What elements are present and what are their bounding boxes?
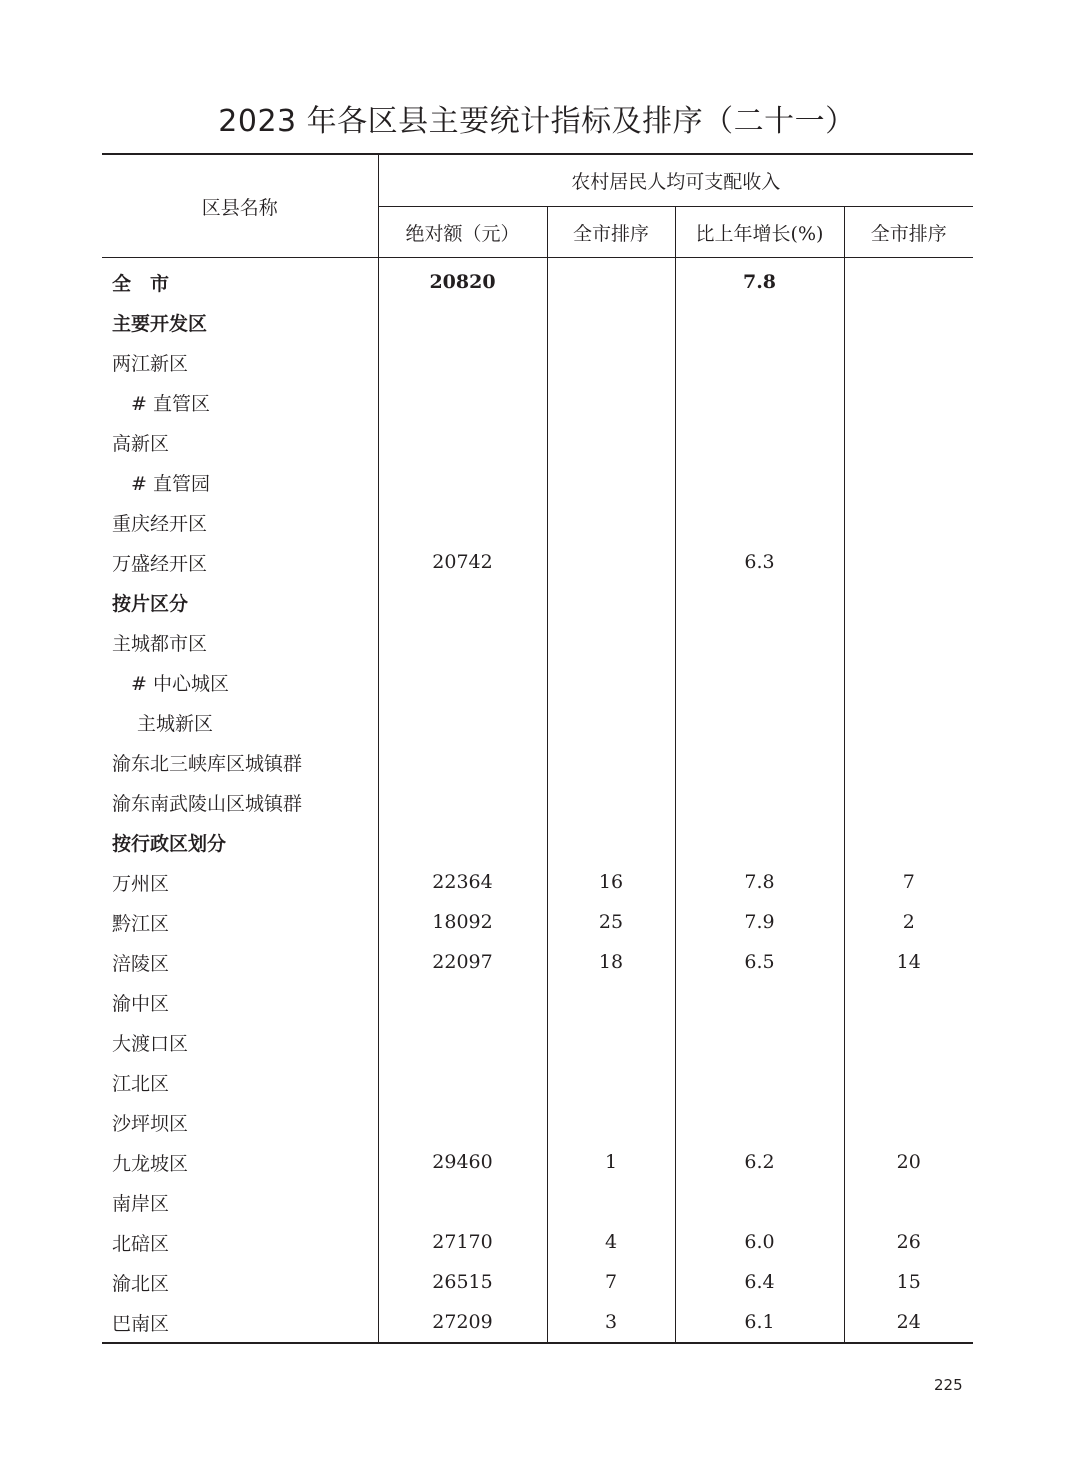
row-name: 大渡口区 bbox=[112, 1032, 189, 1055]
row-name: 北碚区 bbox=[112, 1232, 170, 1255]
row-growth-rank bbox=[844, 782, 973, 822]
row-amount bbox=[378, 382, 547, 422]
row-growth-rank bbox=[844, 982, 973, 1022]
row-amount-rank bbox=[547, 1022, 675, 1062]
row-growth-rank bbox=[844, 662, 973, 702]
row-amount-rank bbox=[547, 502, 675, 542]
row-growth: 7.9 bbox=[675, 902, 844, 942]
row-amount bbox=[378, 1022, 547, 1062]
row-growth: 6.1 bbox=[675, 1302, 844, 1343]
row-growth-rank bbox=[844, 622, 973, 662]
row-amount-rank bbox=[547, 622, 675, 662]
row-amount bbox=[378, 742, 547, 782]
row-name: # 直管园 bbox=[131, 472, 210, 495]
row-growth: 6.3 bbox=[675, 542, 844, 582]
row-growth bbox=[675, 302, 844, 342]
table-row bbox=[102, 1222, 973, 1262]
table-row bbox=[102, 422, 973, 462]
row-amount-rank: 4 bbox=[547, 1222, 675, 1262]
row-growth-rank: 26 bbox=[844, 1222, 973, 1262]
table-row bbox=[102, 582, 973, 622]
table-row bbox=[102, 902, 973, 942]
row-name: 重庆经开区 bbox=[112, 512, 208, 535]
row-amount-rank bbox=[547, 822, 675, 862]
row-name: 万州区 bbox=[112, 872, 170, 895]
row-amount: 20820 bbox=[378, 258, 547, 303]
row-amount bbox=[378, 302, 547, 342]
row-growth-rank: 2 bbox=[844, 902, 973, 942]
table-row bbox=[102, 502, 973, 542]
row-amount-rank: 16 bbox=[547, 862, 675, 902]
row-growth-rank bbox=[844, 302, 973, 342]
table-row bbox=[102, 982, 973, 1022]
statistics-table bbox=[102, 153, 973, 1344]
row-amount bbox=[378, 462, 547, 502]
row-growth bbox=[675, 1022, 844, 1062]
row-amount-rank bbox=[547, 302, 675, 342]
header-growth-rank: 全市排序 bbox=[844, 207, 973, 258]
row-amount bbox=[378, 582, 547, 622]
header-group-rural-income: 农村居民人均可支配收入 bbox=[378, 154, 973, 207]
table-row bbox=[102, 1262, 973, 1302]
table-row bbox=[102, 742, 973, 782]
table-row bbox=[102, 662, 973, 702]
row-name: 主城新区 bbox=[137, 712, 214, 735]
row-growth bbox=[675, 422, 844, 462]
page-number: 225 bbox=[934, 1376, 963, 1394]
row-name: 主要开发区 bbox=[112, 312, 208, 335]
row-name: 南岸区 bbox=[112, 1192, 170, 1215]
row-growth: 6.5 bbox=[675, 942, 844, 982]
row-amount bbox=[378, 782, 547, 822]
table-row bbox=[102, 862, 973, 902]
row-growth bbox=[675, 502, 844, 542]
row-amount-rank: 1 bbox=[547, 1142, 675, 1182]
row-growth: 7.8 bbox=[675, 258, 844, 303]
row-amount bbox=[378, 1102, 547, 1142]
row-name: 黔江区 bbox=[112, 912, 170, 935]
row-amount: 18092 bbox=[378, 902, 547, 942]
row-amount bbox=[378, 502, 547, 542]
table-row bbox=[102, 942, 973, 982]
row-amount bbox=[378, 422, 547, 462]
row-amount: 20742 bbox=[378, 542, 547, 582]
table-body bbox=[102, 258, 973, 1344]
row-amount bbox=[378, 1062, 547, 1102]
row-growth-rank bbox=[844, 1062, 973, 1102]
row-name: 全 市 bbox=[112, 272, 170, 295]
table-row bbox=[102, 1102, 973, 1142]
row-growth: 7.8 bbox=[675, 862, 844, 902]
table-row bbox=[102, 258, 973, 303]
table-row bbox=[102, 782, 973, 822]
row-growth-rank bbox=[844, 822, 973, 862]
table-row bbox=[102, 822, 973, 862]
row-amount: 29460 bbox=[378, 1142, 547, 1182]
header-amount-rank: 全市排序 bbox=[547, 207, 675, 258]
row-amount-rank bbox=[547, 1182, 675, 1222]
row-amount-rank bbox=[547, 542, 675, 582]
row-growth-rank bbox=[844, 422, 973, 462]
row-amount-rank: 25 bbox=[547, 902, 675, 942]
row-amount bbox=[378, 662, 547, 702]
table-row bbox=[102, 1182, 973, 1222]
row-name: 按片区分 bbox=[112, 592, 189, 615]
row-amount-rank bbox=[547, 582, 675, 622]
row-growth-rank bbox=[844, 1102, 973, 1142]
row-growth bbox=[675, 702, 844, 742]
row-amount bbox=[378, 622, 547, 662]
row-growth-rank bbox=[844, 502, 973, 542]
row-name: 两江新区 bbox=[112, 352, 189, 375]
table-row bbox=[102, 542, 973, 582]
table-row bbox=[102, 302, 973, 342]
row-amount-rank bbox=[547, 982, 675, 1022]
row-growth bbox=[675, 822, 844, 862]
row-growth bbox=[675, 782, 844, 822]
row-growth-rank bbox=[844, 258, 973, 303]
row-amount bbox=[378, 1182, 547, 1222]
row-growth bbox=[675, 1182, 844, 1222]
row-growth-rank: 14 bbox=[844, 942, 973, 982]
row-growth-rank: 15 bbox=[844, 1262, 973, 1302]
row-name: 主城都市区 bbox=[112, 632, 208, 655]
row-growth bbox=[675, 462, 844, 502]
row-amount bbox=[378, 982, 547, 1022]
row-growth-rank bbox=[844, 582, 973, 622]
row-name: 九龙坡区 bbox=[112, 1152, 189, 1175]
row-amount-rank bbox=[547, 462, 675, 502]
row-growth-rank bbox=[844, 702, 973, 742]
row-growth bbox=[675, 662, 844, 702]
row-name: 渝北区 bbox=[112, 1272, 170, 1295]
row-growth-rank bbox=[844, 542, 973, 582]
row-name: 渝东北三峡库区城镇群 bbox=[112, 752, 303, 775]
row-growth bbox=[675, 982, 844, 1022]
row-name: 巴南区 bbox=[102, 1302, 378, 1343]
row-name: 沙坪坝区 bbox=[112, 1112, 189, 1135]
row-growth bbox=[675, 742, 844, 782]
page-title: 2023 年各区县主要统计指标及排序（二十一） bbox=[218, 104, 856, 139]
table-row bbox=[102, 1062, 973, 1102]
row-amount-rank: 7 bbox=[547, 1262, 675, 1302]
row-name: 按行政区划分 bbox=[112, 832, 227, 855]
row-name: 渝东南武陵山区城镇群 bbox=[112, 792, 303, 815]
row-growth-rank: 7 bbox=[844, 862, 973, 902]
row-name: 万盛经开区 bbox=[112, 552, 208, 575]
row-amount bbox=[378, 702, 547, 742]
row-amount-rank bbox=[547, 1062, 675, 1102]
row-growth-rank bbox=[844, 1182, 973, 1222]
table-row bbox=[102, 342, 973, 382]
row-growth-rank: 24 bbox=[844, 1302, 973, 1343]
header-growth: 比上年增长(%) bbox=[675, 207, 844, 258]
table-row bbox=[102, 1302, 973, 1343]
row-growth-rank bbox=[844, 342, 973, 382]
row-name: # 直管区 bbox=[131, 392, 210, 415]
row-amount: 26515 bbox=[378, 1262, 547, 1302]
table-row bbox=[102, 1142, 973, 1182]
table-row bbox=[102, 702, 973, 742]
row-growth: 6.2 bbox=[675, 1142, 844, 1182]
row-amount: 22097 bbox=[378, 942, 547, 982]
row-amount: 22364 bbox=[378, 862, 547, 902]
row-growth bbox=[675, 582, 844, 622]
row-growth-rank bbox=[844, 382, 973, 422]
row-amount-rank bbox=[547, 662, 675, 702]
row-growth bbox=[675, 342, 844, 382]
row-growth: 6.0 bbox=[675, 1222, 844, 1262]
row-amount-rank bbox=[547, 258, 675, 303]
row-amount-rank bbox=[547, 702, 675, 742]
row-growth-rank bbox=[844, 1022, 973, 1062]
row-growth bbox=[675, 1062, 844, 1102]
row-growth bbox=[675, 1102, 844, 1142]
table-row bbox=[102, 382, 973, 422]
row-name: # 中心城区 bbox=[131, 672, 229, 695]
row-growth-rank bbox=[844, 462, 973, 502]
row-amount-rank bbox=[547, 742, 675, 782]
row-growth: 6.4 bbox=[675, 1262, 844, 1302]
row-amount bbox=[378, 822, 547, 862]
row-growth-rank: 20 bbox=[844, 1142, 973, 1182]
row-growth-rank bbox=[844, 742, 973, 782]
row-amount-rank bbox=[547, 782, 675, 822]
row-growth bbox=[675, 622, 844, 662]
row-amount: 27209 bbox=[378, 1302, 547, 1343]
row-name: 江北区 bbox=[112, 1072, 170, 1095]
table-row bbox=[102, 1022, 973, 1062]
row-amount-rank bbox=[547, 342, 675, 382]
table-row bbox=[102, 462, 973, 502]
row-name: 涪陵区 bbox=[112, 952, 170, 975]
statistics-table-container bbox=[102, 153, 973, 1344]
header-district-name: 区县名称 bbox=[102, 154, 378, 258]
row-name: 渝中区 bbox=[112, 992, 170, 1015]
row-amount-rank bbox=[547, 1102, 675, 1142]
row-growth bbox=[675, 382, 844, 422]
row-amount bbox=[378, 342, 547, 382]
row-name: 高新区 bbox=[112, 432, 170, 455]
row-amount-rank: 18 bbox=[547, 942, 675, 982]
header-amount: 绝对额（元） bbox=[378, 207, 547, 258]
row-amount-rank bbox=[547, 382, 675, 422]
table-row bbox=[102, 622, 973, 662]
row-amount: 27170 bbox=[378, 1222, 547, 1262]
row-amount-rank: 3 bbox=[547, 1302, 675, 1343]
row-amount-rank bbox=[547, 422, 675, 462]
